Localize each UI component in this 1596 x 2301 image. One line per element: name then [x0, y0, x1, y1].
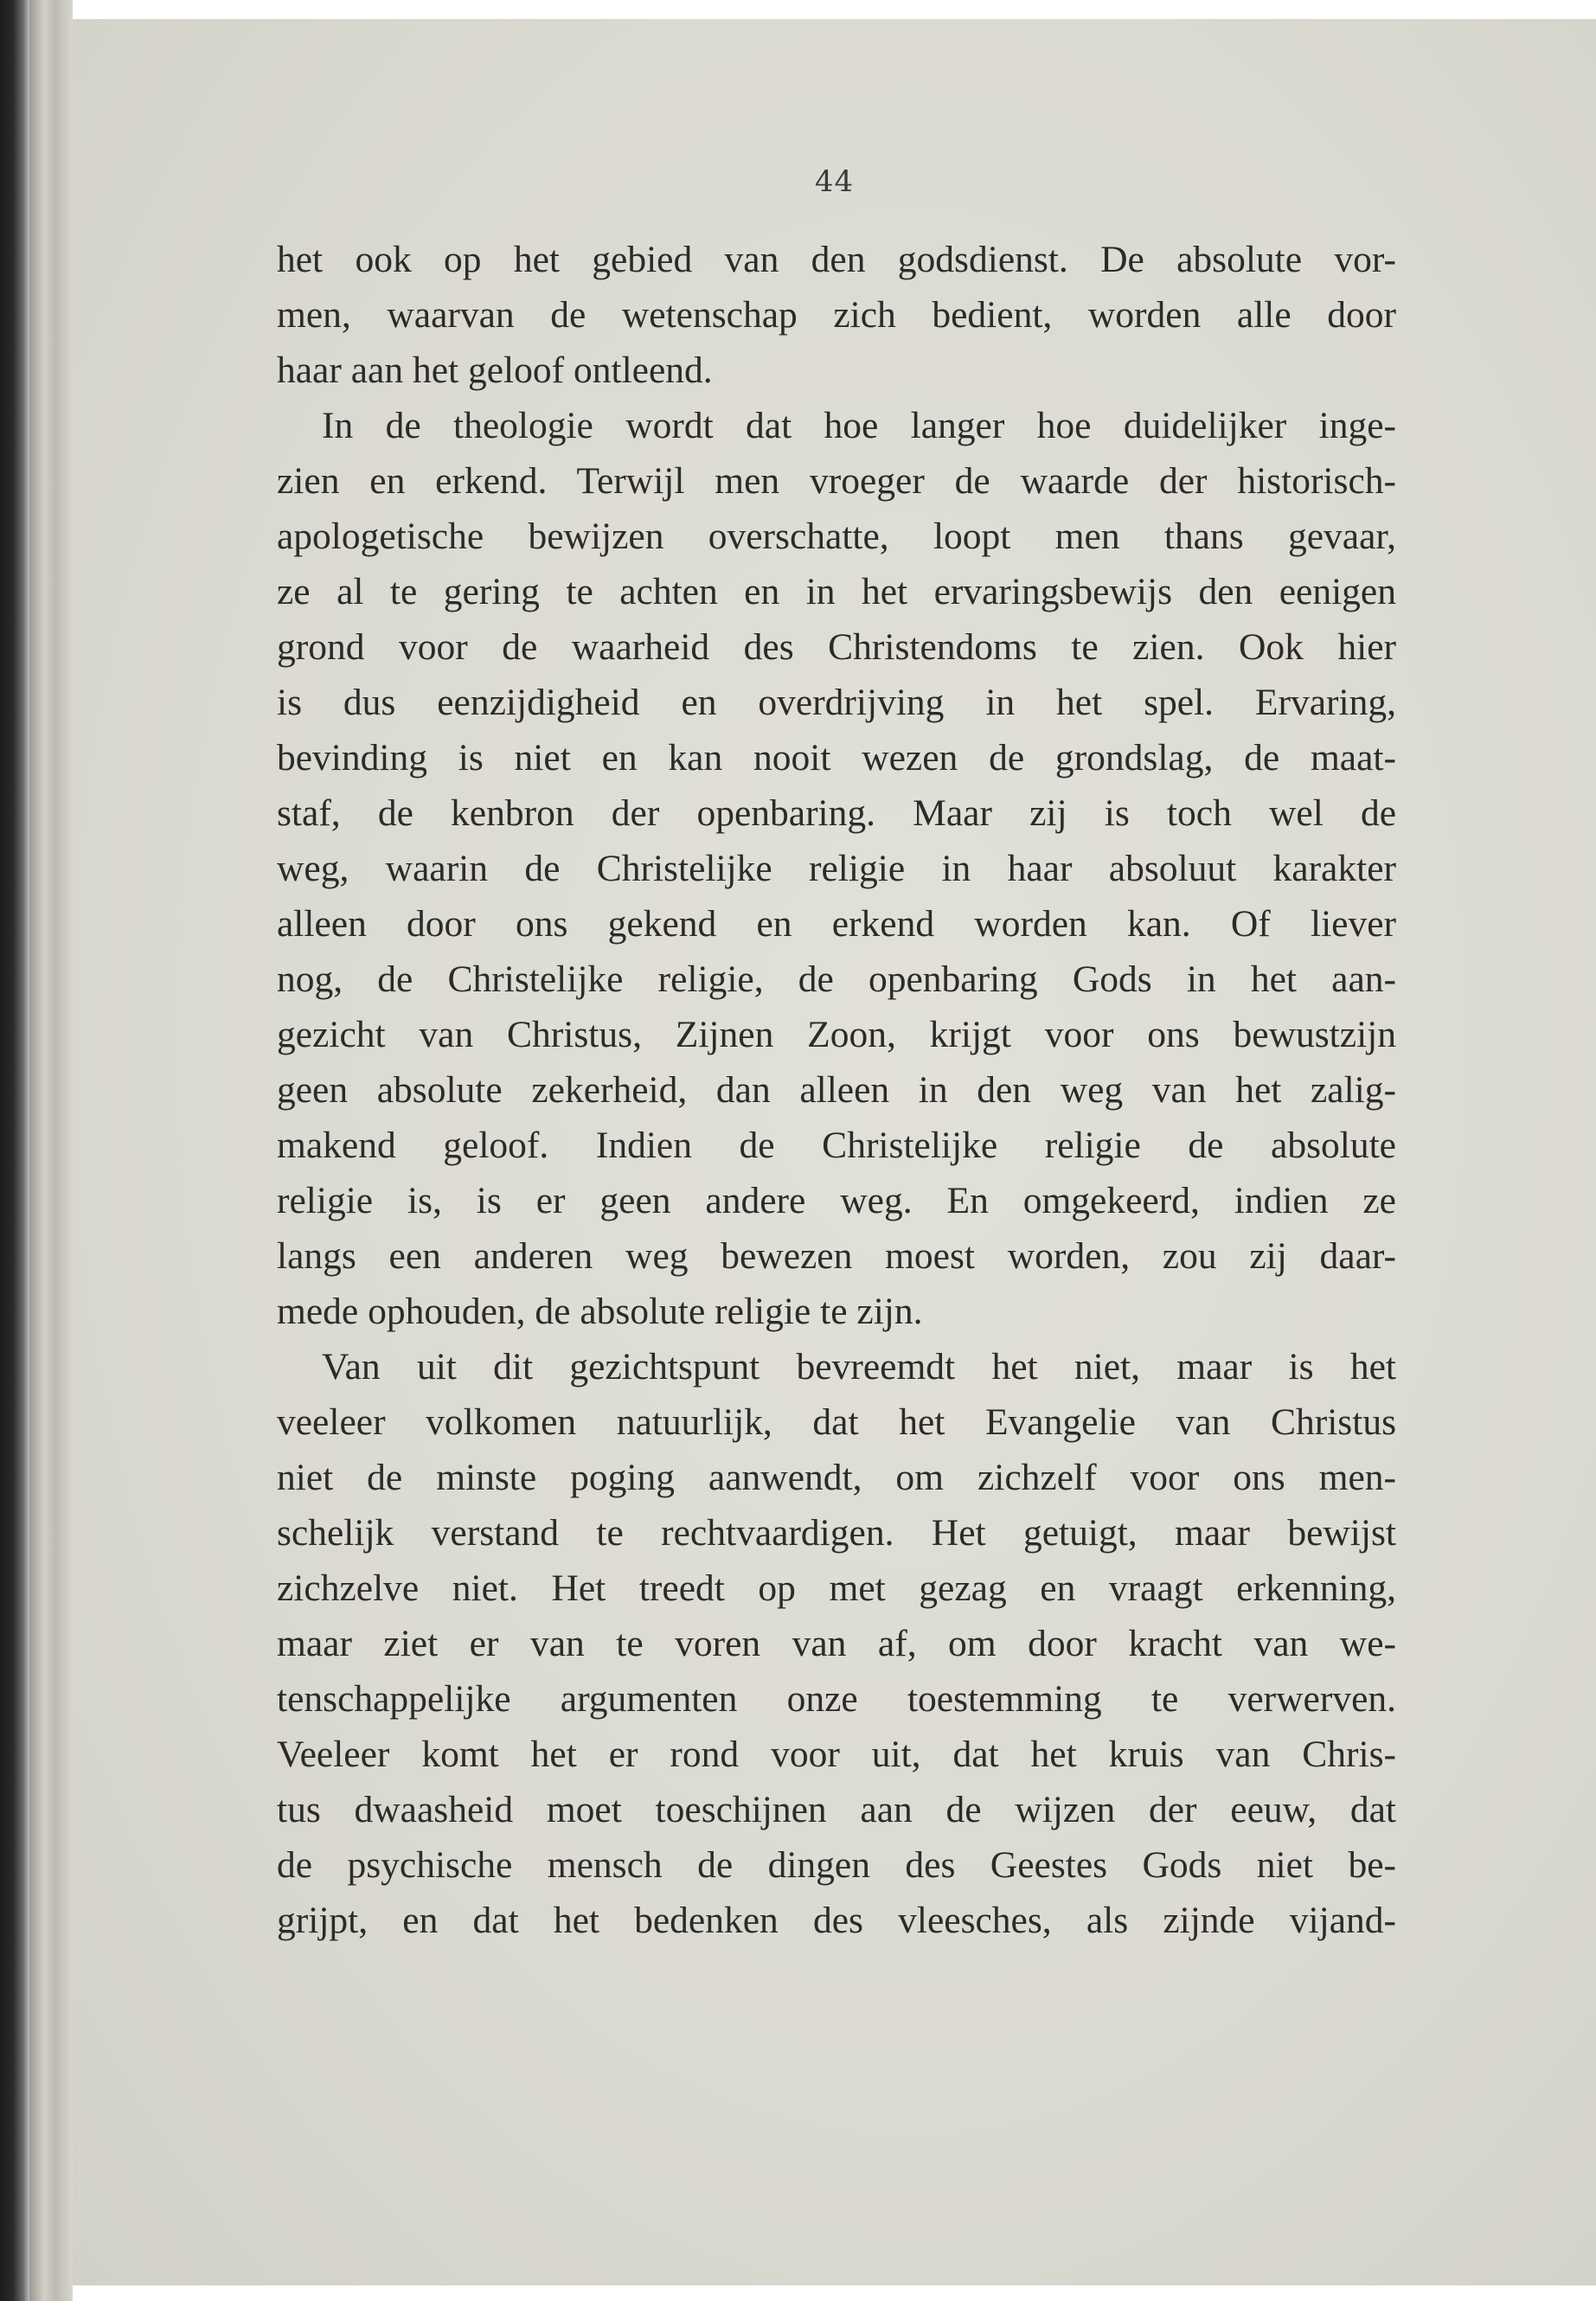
text-line: Veeleer komt het er rond voor uit, dat het kruis van Chris-	[277, 1734, 1396, 1775]
text-line: tus dwaasheid moet toeschijnen aan de wijzen der eeuw, dat	[277, 1789, 1396, 1830]
text-line: grijpt, en dat het bedenken des vleesches, als zijnde vijand-	[277, 1900, 1396, 1941]
text-line: alleen door ons gekend en erkend worden kan. Of liever	[277, 903, 1396, 945]
text-line: men, waarvan de wetenschap zich bedient, worden alle door	[277, 294, 1396, 336]
text-line: haar aan het geloof ontleend.	[277, 349, 713, 391]
text-line: het ook op het gebied van den godsdienst. De absolute vor-	[277, 239, 1396, 280]
page-gutter-edge	[29, 0, 73, 2301]
page-number: 44	[814, 164, 855, 199]
text-line: maar ziet er van te voren van af, om door kracht van we-	[277, 1623, 1396, 1664]
page-sheet	[73, 19, 1596, 2285]
text-line: schelijk verstand te rechtvaardigen. Het getuigt, maar bewijst	[277, 1512, 1396, 1554]
text-line: is dus eenzijdigheid en overdrijving in het spel. Ervaring,	[277, 682, 1396, 723]
text-line: religie is, is er geen andere weg. En omgekeerd, indien ze	[277, 1180, 1396, 1221]
text-line: weg, waarin de Christelijke religie in haar absoluut karakter	[277, 848, 1396, 889]
text-line: de psychische mensch de dingen des Geestes Gods niet be-	[277, 1844, 1396, 1886]
text-line: apologetische bewijzen overschatte, loopt men thans gevaar,	[277, 516, 1396, 557]
text-line: In de theologie wordt dat hoe langer hoe duidelijker inge-	[322, 405, 1396, 446]
text-line: ze al te gering te achten en in het ervaringsbewijs den eenigen	[277, 571, 1396, 612]
text-line: nog, de Christelijke religie, de openbaring Gods in het aan-	[277, 958, 1396, 1000]
paragraph-3	[277, 1339, 1396, 1948]
text-line: veeleer volkomen natuurlijk, dat het Evangelie van Christus	[277, 1401, 1396, 1443]
text-line: zichzelve niet. Het treedt op met gezag en vraagt erkenning,	[277, 1567, 1396, 1609]
text-line: zien en erkend. Terwijl men vroeger de waarde der historisch-	[277, 460, 1396, 502]
paragraph-2	[277, 398, 1396, 1339]
text-line: bevinding is niet en kan nooit wezen de grondslag, de maat-	[277, 737, 1396, 779]
body-text	[277, 232, 1396, 1948]
text-line: gezicht van Christus, Zijnen Zoon, krijgt voor ons bewustzijn	[277, 1014, 1396, 1055]
text-line: staf, de kenbron der openbaring. Maar zij is toch wel de	[277, 792, 1396, 834]
text-line: mede ophouden, de absolute religie te zijn.	[277, 1291, 923, 1332]
text-line: niet de minste poging aanwendt, om zichzelf voor ons men-	[277, 1457, 1396, 1498]
text-line: makend geloof. Indien de Christelijke religie de absolute	[277, 1125, 1396, 1166]
text-line: geen absolute zekerheid, dan alleen in den weg van het zalig-	[277, 1069, 1396, 1111]
text-line: grond voor de waarheid des Christendoms te zien. Ook hier	[277, 626, 1396, 668]
paragraph-1	[277, 232, 1396, 398]
book-binding-edge	[0, 0, 29, 2301]
text-line: langs een anderen weg bewezen moest worden, zou zij daar-	[277, 1235, 1396, 1277]
text-line: tenschappelijke argumenten onze toestemming te verwerven.	[277, 1678, 1396, 1720]
text-line: Van uit dit gezichtspunt bevreemdt het niet, maar is het	[322, 1346, 1396, 1388]
